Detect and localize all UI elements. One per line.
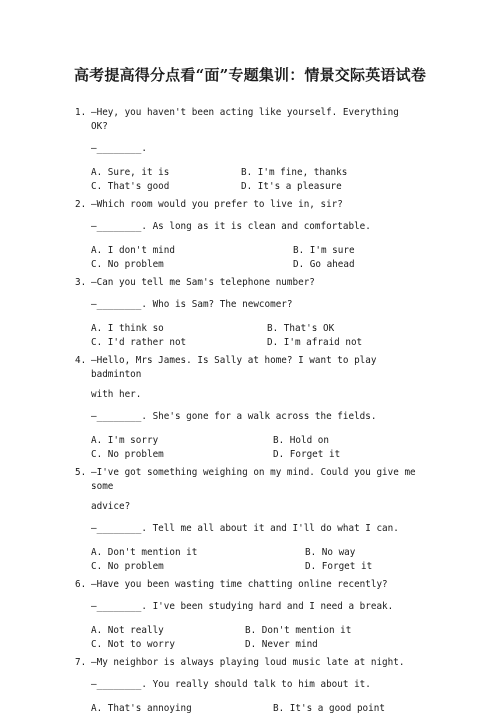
- question-stem: —Have you been wasting time chatting online recently?: [91, 579, 388, 590]
- option-row: [75, 166, 420, 180]
- option-b: B. Hold on: [273, 435, 329, 446]
- question-list: [75, 106, 420, 716]
- option-c: C. No problem: [91, 259, 164, 270]
- option-d: D. Forget it: [305, 561, 373, 572]
- question-1: [75, 106, 420, 194]
- option-row: [75, 244, 420, 258]
- option-c: C. Not to worry: [91, 639, 175, 650]
- option-b: B. That's OK: [267, 323, 335, 334]
- question-number: 2.: [75, 199, 87, 210]
- question-number: 5.: [75, 467, 87, 478]
- option-row: [75, 336, 420, 350]
- question-stem: —My neighbor is always playing loud music late at night.: [91, 657, 405, 668]
- option-row: [75, 180, 420, 194]
- option-row: [75, 322, 420, 336]
- option-a: A. Sure, it is: [91, 167, 170, 178]
- question-stem: —Hello, Mrs James. Is Sally at home? I want to play badminton: [91, 355, 377, 380]
- option-c: C. No problem: [91, 561, 164, 572]
- question-reply: —________. Who is Sam? The newcomer?: [91, 299, 293, 310]
- option-a: A. That's annoying: [91, 703, 192, 714]
- question-number: 1.: [75, 107, 87, 118]
- question-reply: —________. I've been studying hard and I need a break.: [91, 601, 394, 612]
- option-c: C. That's good: [91, 181, 170, 192]
- question-number: 4.: [75, 355, 87, 366]
- option-d: D. Go ahead: [293, 259, 355, 270]
- question-stem: —Hey, you haven't been acting like yourself. Everything OK?: [91, 107, 399, 132]
- option-b: B. It's a good point: [273, 703, 385, 714]
- question-stem: —Can you tell me Sam's telephone number?: [91, 277, 315, 288]
- question-stem-continued: advice?: [91, 501, 131, 512]
- page-title: 高考提高得分点看“面”专题集训：情景交际英语试卷: [73, 66, 427, 84]
- question-5: [75, 466, 420, 574]
- question-reply: —________. You really should talk to him about it.: [91, 679, 371, 690]
- option-a: A. I think so: [91, 323, 164, 334]
- option-row: [75, 434, 420, 448]
- option-d: D. Never mind: [245, 639, 318, 650]
- question-number: 3.: [75, 277, 87, 288]
- option-row: [75, 258, 420, 272]
- question-reply: —________.: [91, 143, 147, 154]
- question-reply: —________. She's gone for a walk across the fields.: [91, 411, 377, 422]
- option-d: D. Forget it: [273, 449, 341, 460]
- option-a: A. Not really: [91, 625, 164, 636]
- question-6: [75, 578, 420, 652]
- question-stem: —Which room would you prefer to live in, sir?: [91, 199, 343, 210]
- option-row: [75, 624, 420, 638]
- option-b: B. Don't mention it: [245, 625, 352, 636]
- question-2: [75, 198, 420, 272]
- option-row: [75, 702, 420, 716]
- question-4: [75, 354, 420, 462]
- option-d: D. I'm afraid not: [267, 337, 363, 348]
- option-c: C. I'd rather not: [91, 337, 187, 348]
- option-row: [75, 638, 420, 652]
- question-number: 6.: [75, 579, 87, 590]
- question-stem-continued: with her.: [91, 389, 142, 400]
- question-7: [75, 656, 420, 716]
- option-row: [75, 560, 420, 574]
- option-b: B. I'm sure: [293, 245, 355, 256]
- option-a: A. I don't mind: [91, 245, 175, 256]
- question-reply: —________. As long as it is clean and comfortable.: [91, 221, 371, 232]
- option-row: [75, 546, 420, 560]
- option-c: C. No problem: [91, 449, 164, 460]
- option-b: B. I'm fine, thanks: [241, 167, 348, 178]
- option-d: D. It's a pleasure: [241, 181, 342, 192]
- question-reply: —________. Tell me all about it and I'll do what I can.: [91, 523, 399, 534]
- option-b: B. No way: [305, 547, 356, 558]
- option-a: A. Don't mention it: [91, 547, 198, 558]
- question-3: [75, 276, 420, 350]
- question-stem: —I've got something weighing on my mind. Could you give me some: [91, 467, 416, 492]
- question-number: 7.: [75, 657, 87, 668]
- option-row: [75, 448, 420, 462]
- option-a: A. I'm sorry: [91, 435, 159, 446]
